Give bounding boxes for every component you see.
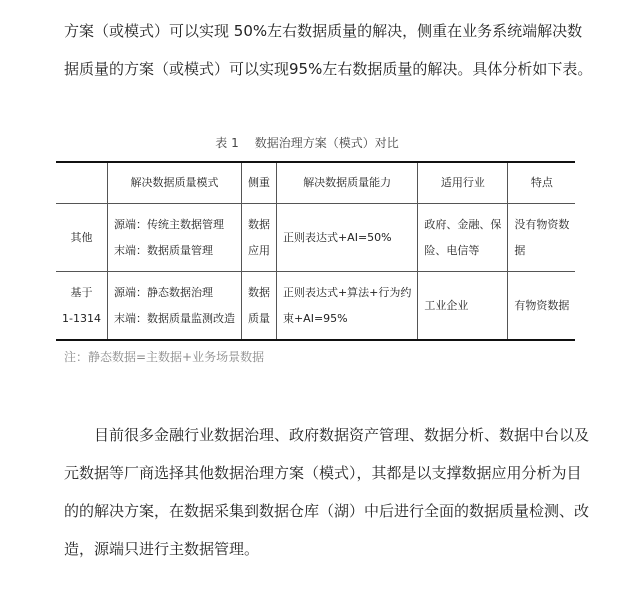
- cell-text: 工业企业: [424, 298, 469, 312]
- header-cell: [56, 162, 107, 204]
- paragraph-line: 目前很多金融行业数据治理、政府数据资产管理、数据分析、数据中台以及: [94, 426, 590, 444]
- cell-text: 数据: [247, 285, 270, 299]
- intro-paragraph: [64, 12, 593, 88]
- cell-text: 据: [514, 243, 526, 257]
- row-name-cell: [56, 204, 107, 272]
- header-cell: 特点: [508, 162, 576, 204]
- table-note: 注：静态数据=主数据+业务场景数据: [64, 350, 265, 364]
- cell-text: 没有物资数: [514, 217, 570, 231]
- cell-text: 有物资数据: [514, 298, 570, 312]
- feature-cell: [508, 204, 576, 272]
- paragraph-line: 元数据等厂商选择其他数据治理方案（模式），其都是以支撑数据应用分析为目: [64, 464, 582, 482]
- table-caption-title: 数据治理方案（模式）对比: [254, 136, 399, 150]
- paragraph-line: 的的解决方案，在数据采集到数据仓库（湖）中后进行全面的数据质量检测、改: [64, 502, 590, 520]
- header-cell: 适用行业: [418, 162, 508, 204]
- cell-text: 束+AI=95%: [282, 311, 348, 325]
- capability-cell: [276, 204, 417, 272]
- cell-text: 质量: [247, 311, 270, 325]
- table-caption-number: 表 1: [215, 136, 239, 150]
- header-cell: 侧重: [241, 162, 276, 204]
- table-caption: [56, 134, 558, 151]
- header-cell: 解决数据质量模式: [107, 162, 241, 204]
- row-name-cell: [56, 272, 107, 341]
- table-row: [56, 204, 575, 272]
- industry-cell: [418, 204, 508, 272]
- cell-text: 源端：传统主数据管理: [113, 217, 224, 231]
- comparison-table: [56, 161, 575, 341]
- paragraph-line: 造，源端只进行主数据管理。: [64, 540, 260, 558]
- cell-text: 应用: [247, 243, 270, 257]
- cell-text: 政府、金融、保: [424, 217, 502, 231]
- focus-cell: [241, 204, 276, 272]
- cell-text: 正则表达式+算法+行为约: [282, 285, 412, 299]
- header-cell: 解决数据质量能力: [276, 162, 417, 204]
- table-header-row: [56, 162, 575, 204]
- cell-text: 源端：静态数据治理: [113, 285, 213, 299]
- cell-text: 末端：数据质量管理: [113, 243, 213, 257]
- cell-text: 险、电信等: [424, 243, 480, 257]
- cell-text: 其他: [70, 230, 93, 244]
- mode-cell: [107, 272, 241, 341]
- feature-cell: [508, 272, 576, 341]
- cell-text: 数据: [247, 217, 270, 231]
- cell-text: 基于: [70, 285, 93, 299]
- industry-cell: [418, 272, 508, 341]
- mode-cell: [107, 204, 241, 272]
- focus-cell: [241, 272, 276, 341]
- table-row: [56, 272, 575, 341]
- capability-cell: [276, 272, 417, 341]
- body-paragraph: [64, 416, 590, 568]
- cell-text: 末端：数据质量监测改造: [113, 311, 235, 325]
- paragraph-line: 据质量的方案（或模式）可以实现95%左右数据质量的解决。具体分析如下表。: [64, 60, 593, 78]
- paragraph-line: 方案（或模式）可以实现 50%左右数据质量的解决，侧重在业务系统端解决数: [64, 22, 583, 40]
- cell-text: 1-1314: [62, 311, 101, 325]
- cell-text: 正则表达式+AI=50%: [282, 230, 392, 244]
